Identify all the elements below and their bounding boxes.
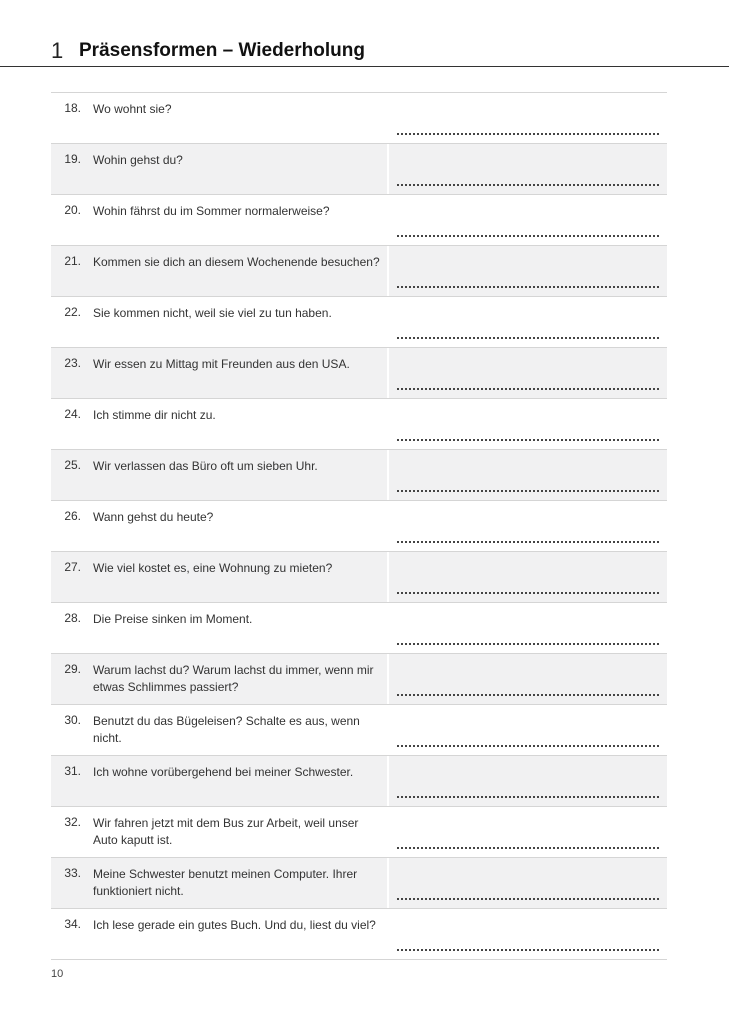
exercise-sentence: Wir essen zu Mittag mit Freunden aus den USA. bbox=[93, 357, 350, 371]
answer-field[interactable] bbox=[389, 756, 667, 806]
answer-field[interactable] bbox=[389, 144, 667, 194]
exercise-table bbox=[51, 92, 667, 960]
exercise-prompt-cell bbox=[51, 909, 389, 959]
exercise-prompt-cell bbox=[51, 348, 389, 398]
exercise-prompt-cell bbox=[51, 603, 389, 653]
answer-field[interactable] bbox=[389, 603, 667, 653]
dotted-answer-line bbox=[397, 949, 659, 951]
exercise-row bbox=[51, 195, 667, 246]
exercise-sentence: Wir fahren jetzt mit dem Bus zur Arbeit, weil unser Auto kaputt ist. bbox=[93, 816, 359, 847]
dotted-answer-line bbox=[397, 235, 659, 237]
exercise-sentence: Benutzt du das Bügeleisen? Schalte es aus, wenn nicht. bbox=[93, 714, 360, 745]
page-number: 10 bbox=[51, 968, 64, 980]
exercise-sentence: Ich lese gerade ein gutes Buch. Und du, liest du viel? bbox=[93, 918, 376, 932]
exercise-number: 29. bbox=[64, 662, 81, 676]
answer-field[interactable] bbox=[389, 450, 667, 500]
answer-field[interactable] bbox=[389, 195, 667, 245]
answer-field[interactable] bbox=[389, 93, 667, 143]
dotted-answer-line bbox=[397, 592, 659, 594]
exercise-sentence: Wir verlassen das Büro oft um sieben Uhr. bbox=[93, 459, 318, 473]
exercise-row bbox=[51, 144, 667, 195]
exercise-sentence: Wann gehst du heute? bbox=[93, 510, 214, 524]
exercise-prompt-cell bbox=[51, 501, 389, 551]
answer-field[interactable] bbox=[389, 705, 667, 755]
exercise-number: 26. bbox=[64, 509, 81, 523]
page-header bbox=[0, 0, 729, 67]
answer-field[interactable] bbox=[389, 654, 667, 704]
exercise-prompt-cell bbox=[51, 654, 389, 704]
answer-field[interactable] bbox=[389, 348, 667, 398]
exercise-number: 24. bbox=[64, 407, 81, 421]
exercise-sentence: Sie kommen nicht, weil sie viel zu tun haben. bbox=[93, 306, 332, 320]
answer-field[interactable] bbox=[389, 807, 667, 857]
answer-field[interactable] bbox=[389, 399, 667, 449]
exercise-prompt-cell bbox=[51, 246, 389, 296]
answer-field[interactable] bbox=[389, 501, 667, 551]
exercise-prompt-cell bbox=[51, 756, 389, 806]
dotted-answer-line bbox=[397, 439, 659, 441]
exercise-row bbox=[51, 399, 667, 450]
dotted-answer-line bbox=[397, 133, 659, 135]
exercise-prompt-cell bbox=[51, 195, 389, 245]
exercise-number: 25. bbox=[64, 458, 81, 472]
exercise-prompt-cell bbox=[51, 552, 389, 602]
exercise-sentence: Wohin gehst du? bbox=[93, 153, 183, 167]
exercise-prompt-cell bbox=[51, 858, 389, 908]
exercise-sentence: Ich wohne vorübergehend bei meiner Schwester. bbox=[93, 765, 354, 779]
exercise-number: 30. bbox=[64, 713, 81, 727]
dotted-answer-line bbox=[397, 898, 659, 900]
dotted-answer-line bbox=[397, 745, 659, 747]
exercise-row bbox=[51, 705, 667, 756]
dotted-answer-line bbox=[397, 541, 659, 543]
chapter-number: 1 bbox=[51, 38, 64, 63]
exercise-row bbox=[51, 348, 667, 399]
dotted-answer-line bbox=[397, 286, 659, 288]
exercise-number: 23. bbox=[64, 356, 81, 370]
exercise-sentence: Meine Schwester benutzt meinen Computer. Ihrer funktioniert nicht. bbox=[93, 867, 358, 898]
exercise-number: 19. bbox=[64, 152, 81, 166]
exercise-row bbox=[51, 246, 667, 297]
exercise-number: 22. bbox=[64, 305, 81, 319]
dotted-answer-line bbox=[397, 337, 659, 339]
exercise-prompt-cell bbox=[51, 93, 389, 143]
exercise-row bbox=[51, 297, 667, 348]
dotted-answer-line bbox=[397, 643, 659, 645]
dotted-answer-line bbox=[397, 388, 659, 390]
answer-field[interactable] bbox=[389, 909, 667, 959]
exercise-number: 21. bbox=[64, 254, 81, 268]
exercise-number: 28. bbox=[64, 611, 81, 625]
exercise-sentence: Wo wohnt sie? bbox=[93, 102, 172, 116]
exercise-row bbox=[51, 909, 667, 960]
exercise-number: 33. bbox=[64, 866, 81, 880]
exercise-row bbox=[51, 93, 667, 144]
exercise-prompt-cell bbox=[51, 807, 389, 857]
answer-field[interactable] bbox=[389, 246, 667, 296]
chapter-title: Präsensformen – Wiederholung bbox=[79, 40, 365, 61]
exercise-number: 18. bbox=[64, 101, 81, 115]
answer-field[interactable] bbox=[389, 552, 667, 602]
exercise-number: 20. bbox=[64, 203, 81, 217]
exercise-row bbox=[51, 858, 667, 909]
exercise-number: 27. bbox=[64, 560, 81, 574]
exercise-sentence: Warum lachst du? Warum lachst du immer, wenn mir etwas Schlimmes passiert? bbox=[93, 663, 374, 694]
exercise-sentence: Wohin fährst du im Sommer normalerweise? bbox=[93, 204, 330, 218]
exercise-row bbox=[51, 450, 667, 501]
exercise-prompt-cell bbox=[51, 399, 389, 449]
exercise-number: 34. bbox=[64, 917, 81, 931]
dotted-answer-line bbox=[397, 490, 659, 492]
exercise-sentence: Die Preise sinken im Moment. bbox=[93, 612, 253, 626]
exercise-row bbox=[51, 807, 667, 858]
exercise-row bbox=[51, 756, 667, 807]
answer-field[interactable] bbox=[389, 297, 667, 347]
dotted-answer-line bbox=[397, 796, 659, 798]
exercise-row bbox=[51, 654, 667, 705]
exercise-number: 31. bbox=[64, 764, 81, 778]
exercise-row bbox=[51, 603, 667, 654]
dotted-answer-line bbox=[397, 184, 659, 186]
exercise-row bbox=[51, 552, 667, 603]
exercise-prompt-cell bbox=[51, 144, 389, 194]
exercise-row bbox=[51, 501, 667, 552]
exercise-sentence: Kommen sie dich an diesem Wochenende besuchen? bbox=[93, 255, 380, 269]
exercise-number: 32. bbox=[64, 815, 81, 829]
dotted-answer-line bbox=[397, 847, 659, 849]
exercise-prompt-cell bbox=[51, 450, 389, 500]
exercise-prompt-cell bbox=[51, 705, 389, 755]
exercise-prompt-cell bbox=[51, 297, 389, 347]
dotted-answer-line bbox=[397, 694, 659, 696]
exercise-sentence: Wie viel kostet es, eine Wohnung zu mieten? bbox=[93, 561, 333, 575]
answer-field[interactable] bbox=[389, 858, 667, 908]
exercise-sentence: Ich stimme dir nicht zu. bbox=[93, 408, 216, 422]
